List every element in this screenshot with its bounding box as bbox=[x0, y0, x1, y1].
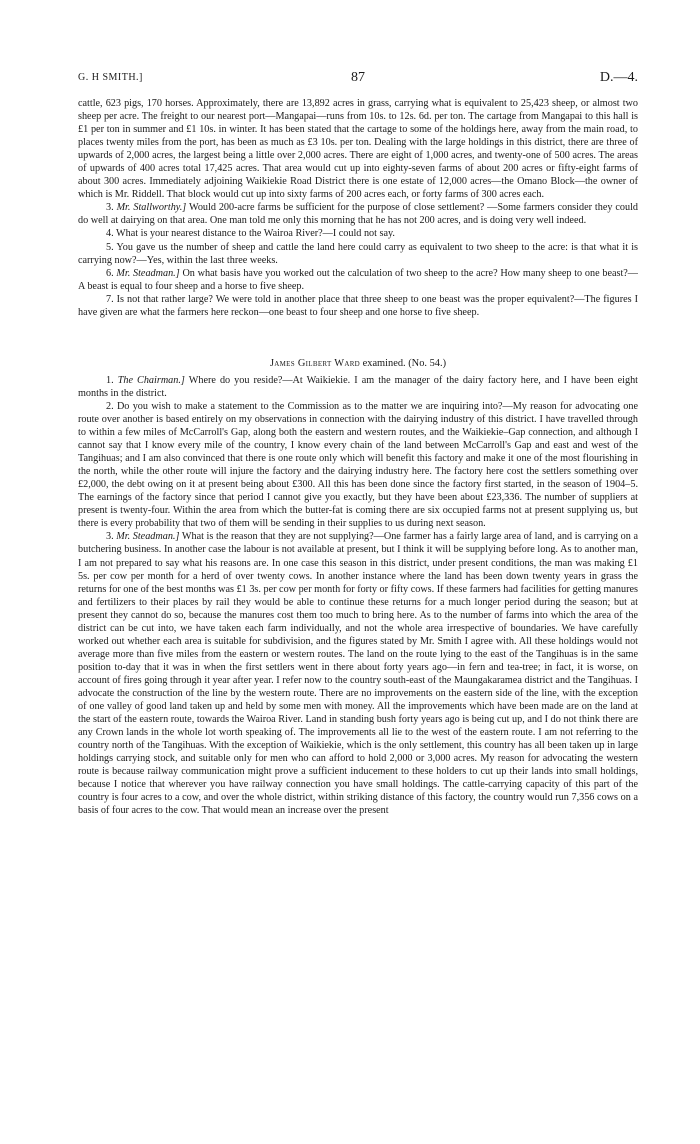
question-text: On what basis have you worked out the calculation of two sheep to the acre? How many sheep to one beast?—A beast is equal to four sheep and a horse to five sheep. bbox=[78, 267, 638, 292]
question-2: 2. Do you wish to make a statement to the Commission as to the matter we are inquiring into?—My reason for advocating one route over another is based entirely on my observations in connection with the dairying industry of this district. I have travelled through to within a few miles of McCarroll's Gap, along both the eastern and western routes, and the Waikiekie–Gap connection, and although I cannot say that I know every mile of the country, I know every chain of the land between McCarroll's Gap and east and west of the Tangihuas; and I am also convinced that there is one route only which will benefit this factory and make it one of the most flourishing in the north, while the other route will injure the factory and the dairying industry here. The factory here cost the settlers something over £2,000, the debt owing on it at present being about £300. All this has been done since the factory first started, in the season of 1904–5. The earnings of the factory since that period I cannot give you exactly, but they have been about £23,336. The number of suppliers at present is twenty-four. Within the area from which the butter-fat is coming there are six occupied farms not at present supplying us, but there is every probability that two of them will be sending in their supplies to us during next season. bbox=[78, 400, 638, 530]
question-4: 4. What is your nearest distance to the Wairoa River?—I could not say. bbox=[106, 228, 395, 240]
paragraph-continuation: cattle, 623 pigs, 170 horses. Approximately, there are 13,892 acres in grass, carrying what is equivalent to 25,423 sheep, or almost two sheep per acre. The freight to our nearest port—Mangapai—runs from 10s. to 12s. 6d. per ton. The cartage from Mangapai to this hall is £1 per ton in summer and £1 10s. in winter. It has been stated that the cartage to some of the holdings here, away from the main road, to places twenty miles from the port, has been as much as £3 10s. per ton. Dealing with the large holdings in this district, there are three of upwards of 2,000 acres, the largest being a little over 2,000 acres. There are eight of 1,000 acres, and twenty-one of 500 acres. The areas of upwards of 400 acres total 17,425 acres. That area would cut up into eighty-seven farms of about 200 acres or fifty-eight farms of about 300 acres. Immediately adjoining Waikiekie Road District there is one estate of 12,000 acres—the Omano Block—the owner of which is Mr. Riddell. That block would cut up into sixty farms of 200 acres each, or forty farms of 300 acres each. bbox=[78, 98, 638, 201]
question-1 bbox=[78, 374, 638, 400]
question-number: 1. bbox=[106, 374, 114, 386]
speaker: Mr. Steadman.] bbox=[116, 531, 180, 543]
question-number: 3. bbox=[106, 202, 114, 214]
question-number: 3. bbox=[106, 531, 114, 543]
question-5: 5. You gave us the number of sheep and cattle the land here could carry as equivalent to two sheep to the acre: is that what it is carrying now?—Yes, within the last three weeks. bbox=[78, 241, 638, 266]
document-reference: D.—4. bbox=[599, 70, 638, 85]
speaker: The Chairman.] bbox=[117, 374, 185, 386]
witness-name: James Gilbert Ward bbox=[269, 357, 361, 369]
header-author: G. H SMITH.] bbox=[78, 72, 143, 83]
question-text: Where do you reside?—At Waikiekie. I am the manager of the dairy factory here, and I have been eight months in the district. bbox=[78, 374, 638, 399]
speaker: Mr. Steadman.] bbox=[116, 267, 180, 279]
page-number: 87 bbox=[351, 70, 365, 85]
question-text: What is the reason that they are not supplying?—One farmer has a fairly large area of land, and is carrying on a butchering business. In another case the labour is not available at present, but I think it will be supplying before long. As to another man, I am not prepared to say what his reasons are. In one case this season in this district, under present conditions, the man was making £1 5s. per cow per month for a herd of over twenty cows. In another instance where the land has been down twenty years in grass the returns for one of the best months was £1 3s. per cow per month for forty or fifty cows. If these farmers had facilities for getting manures and fertilizers to their places by rail they would be able to continue these returns for a much longer period during the season; but at present they cannot do so, because the manures cost them too much to bring here. As to the number of farms into which the area of the district can be cut into, we have taken each farm individually, and not the whole area irrespective of boundaries. We have carefully worked out whether each area is suitable for subdivision, and the figures stated by Mr. Smith I agree with. All these holdings would not average more than five miles from the eastern or western routes. The land on the route lying to the east of the Tangihuas is in the same position to-day that it was in when the first settlers went in there about forty years ago—in fern and tea-tree; in fact, it is worse, on account of fires going through it year after year. I refer now to the country south-east of the Maungakaramea district and the Tangihuas. I advocate the construction of the line by the western route. There are no improvements on the eastern side of the line, with the exception of one valley of good land taken up and held by some men with money. All the improvements which have been made are on the land at the start of the eastern route, towards the Wairoa River. Land in standing bush forty years ago is being cut up, and I do not think there are any Crown lands in the whole lot worth speaking of. The improvements all lie to the west of the eastern route. I am not referring to the country north of the Tangihuas. With the exception of Waikiekie, which is the only settlement, this country has all been taken up in large holdings carrying stock, and suitable only for men who can afford to hold 2,000 or 3,000 acres. My reason for advocating the western route is because railway communication might prove a sufficient inducement to these holders to cut up their lands into small holdings, because I notice that wherever you have railway connection you have small holdings. The cattle-carrying capacity of this part of the country is four acres to a cow, and over the whole district, within striking distance of this factory, the country would run 7,356 cows on a basis of four acres to the cow. That would mean an increase over the present bbox=[78, 531, 638, 817]
question-7: 7. Is not that rather large? We were told in another place that three sheep to one beast was the proper equivalent?—The figures I have given are what the farmers here reckon—one beast to four sheep and one horse to five sheep. bbox=[78, 293, 638, 318]
question-6 bbox=[78, 267, 638, 293]
question-number: 6. bbox=[106, 267, 114, 279]
question-text: Would 200-acre farms be sufficient for the purpose of close settlement? —Some farmers consider they could do well at dairying on that area. One man told me only this morning that he has not 200 acres, and is doing very well indeed. bbox=[78, 202, 638, 227]
witness-heading bbox=[78, 357, 638, 370]
speaker: Mr. Stallworthy.] bbox=[116, 202, 187, 214]
question-3-ward bbox=[78, 530, 638, 817]
witness-heading-rest: examined. (No. 54.) bbox=[362, 357, 447, 369]
page-body bbox=[78, 97, 638, 817]
question-3 bbox=[78, 201, 638, 227]
page-header bbox=[78, 70, 638, 90]
